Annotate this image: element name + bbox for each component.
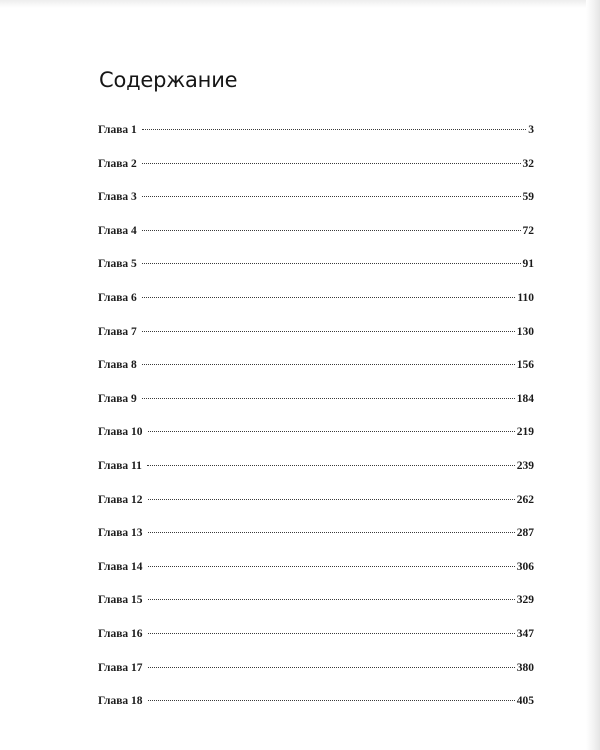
toc-entry-page: 219: [516, 426, 534, 439]
toc-entry-label: Глава 3: [98, 191, 137, 204]
toc-entry-label: Глава 7: [98, 325, 137, 338]
toc-entry-page: 32: [522, 157, 534, 170]
page-right-shadow: [586, 0, 600, 750]
toc-entry: [98, 660, 534, 694]
toc-entry: [98, 256, 534, 290]
dot-leader: [148, 700, 515, 701]
toc-entry: [98, 693, 534, 727]
toc-entry: [98, 189, 534, 223]
toc-entry: [98, 626, 534, 660]
toc-entry-label: Глава 15: [98, 594, 143, 607]
toc-entry-page: 130: [516, 325, 534, 338]
toc-entry-page: 110: [517, 291, 534, 304]
toc-entry-label: Глава 9: [98, 392, 137, 405]
toc-entry-label: Глава 13: [98, 527, 143, 540]
dot-leader: [142, 129, 526, 130]
dot-leader: [142, 263, 521, 264]
toc-entry: [98, 525, 534, 559]
page-top-shadow: [0, 0, 600, 8]
toc-entry: [98, 324, 534, 358]
toc-entry-page: 380: [516, 661, 534, 674]
toc-entry: [98, 223, 534, 257]
dot-leader: [148, 633, 515, 634]
dot-leader: [148, 667, 515, 668]
toc-entry-label: Глава 16: [98, 627, 143, 640]
dot-leader: [142, 163, 521, 164]
dot-leader: [148, 499, 515, 500]
toc-entry-label: Глава 8: [98, 359, 137, 372]
dot-leader: [142, 297, 516, 298]
toc-entry-page: 3: [528, 124, 534, 136]
toc-entry-page: 72: [522, 224, 534, 237]
toc-entry-label: Глава 5: [98, 258, 137, 271]
toc-entry-page: 329: [516, 594, 534, 607]
dot-leader: [142, 230, 521, 231]
toc-entry-page: 184: [516, 392, 534, 405]
toc-entry: [98, 290, 534, 324]
toc-entry-page: 59: [522, 191, 534, 204]
toc-entry-label: Глава 12: [98, 493, 143, 506]
dot-leader: [148, 566, 515, 567]
toc-entry-label: Глава 14: [98, 560, 143, 573]
toc-entry-page: 405: [516, 695, 534, 708]
toc-entry: [98, 122, 534, 156]
dot-leader: [142, 364, 515, 365]
toc-entry-page: 91: [522, 258, 534, 271]
table-of-contents: [98, 122, 534, 727]
toc-entry-label: Глава 10: [98, 426, 143, 439]
toc-entry: [98, 357, 534, 391]
dot-leader: [147, 465, 515, 466]
toc-entry-page: 239: [516, 459, 534, 472]
toc-entry-label: Глава 1: [98, 124, 137, 136]
dot-leader: [148, 599, 515, 600]
toc-entry-label: Глава 4: [98, 224, 137, 237]
toc-entry: [98, 424, 534, 458]
toc-entry: [98, 592, 534, 626]
toc-entry: [98, 559, 534, 593]
toc-entry-label: Глава 18: [98, 695, 143, 708]
toc-entry-label: Глава 11: [98, 459, 142, 472]
toc-entry-label: Глава 2: [98, 157, 137, 170]
dot-leader: [142, 196, 521, 197]
toc-entry: [98, 458, 534, 492]
toc-entry-label: Глава 6: [98, 291, 137, 304]
dot-leader: [148, 532, 515, 533]
dot-leader: [148, 431, 515, 432]
toc-entry: [98, 492, 534, 526]
toc-entry: [98, 156, 534, 190]
dot-leader: [142, 398, 515, 399]
toc-entry-page: 262: [516, 493, 534, 506]
dot-leader: [142, 331, 515, 332]
toc-entry-label: Глава 17: [98, 661, 143, 674]
toc-entry-page: 306: [516, 560, 534, 573]
toc-entry-page: 347: [516, 627, 534, 640]
page-title: Содержание: [99, 68, 238, 92]
toc-entry-page: 287: [516, 527, 534, 540]
toc-entry: [98, 391, 534, 425]
toc-entry-page: 156: [516, 359, 534, 372]
